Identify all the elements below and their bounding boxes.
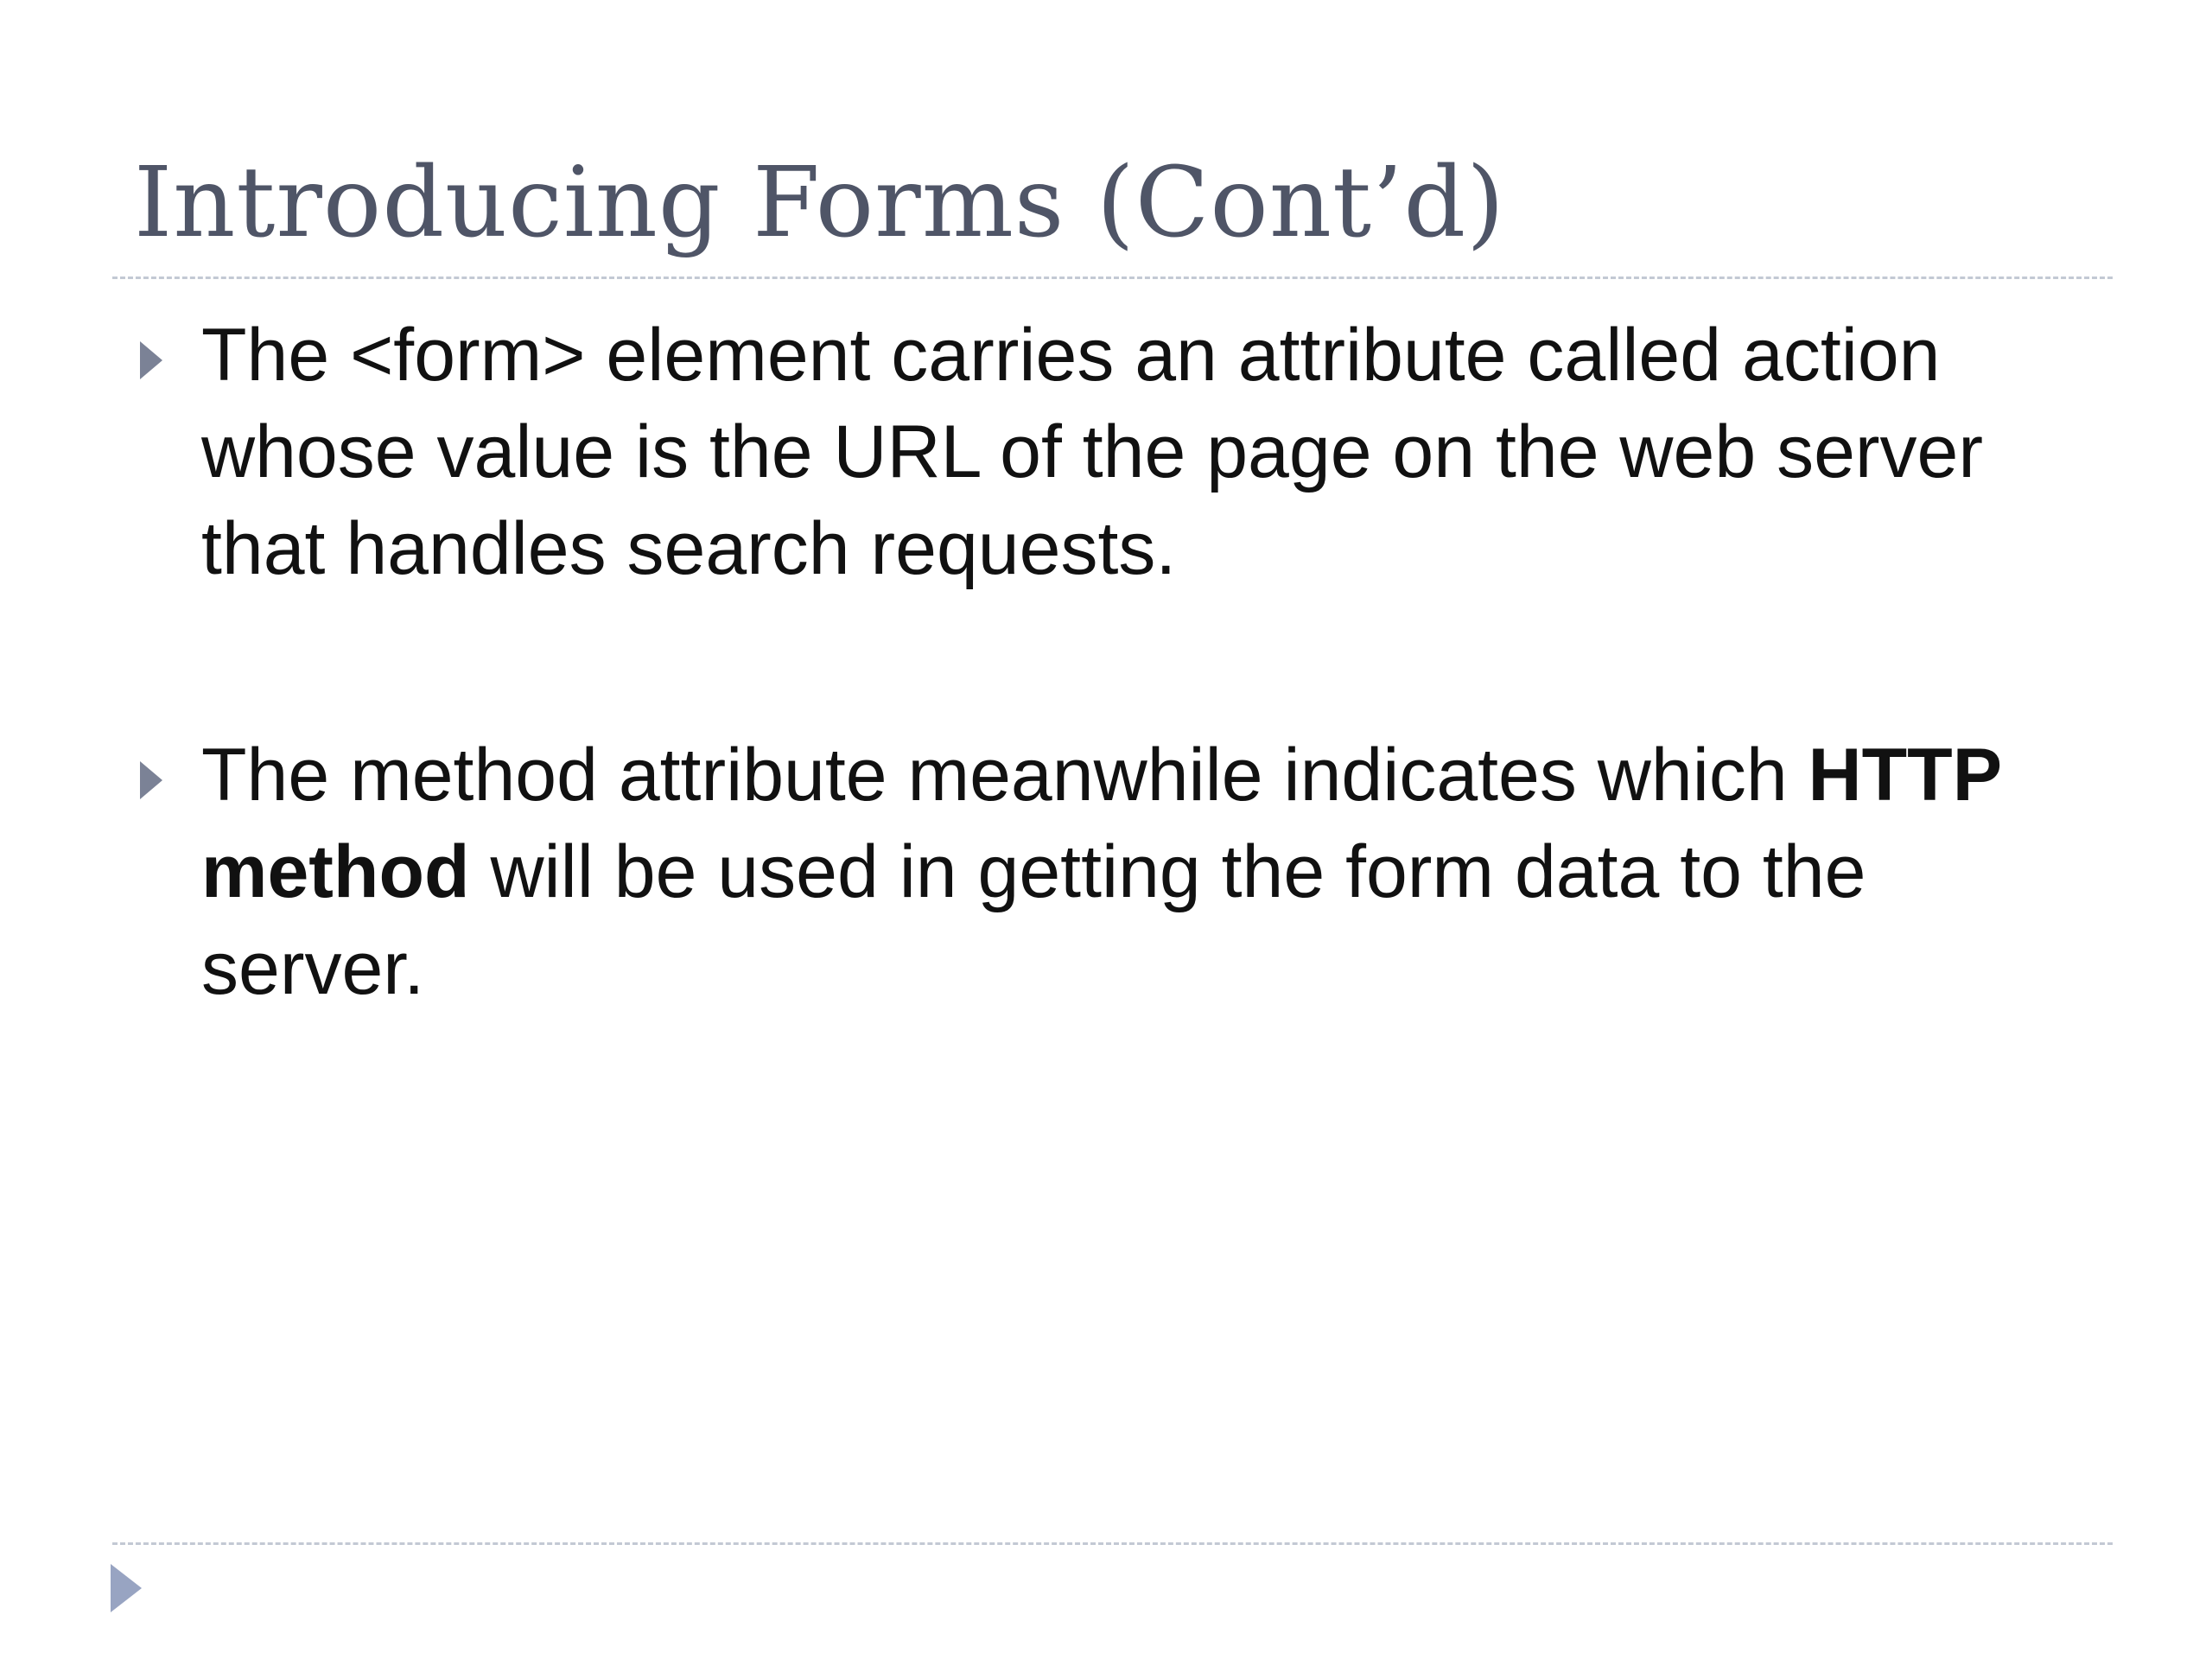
corner-triangle-icon <box>111 1564 142 1612</box>
bullet-text <box>201 734 2001 1010</box>
footer-divider <box>112 1542 2113 1545</box>
slide-title: Introducing Forms (Cont’d) <box>134 147 1505 259</box>
bullet-item <box>130 727 2100 1017</box>
title-divider <box>112 276 2113 279</box>
bullet-text-part: The method attribute meanwhile indicates which <box>201 734 1808 817</box>
bullet-bold-term: HTTP method <box>201 734 2001 913</box>
bullet-text: The <form> element carries an attribute called action whose value is the URL of the page on the web server that handles search requests. <box>201 314 1984 590</box>
bullet-item <box>130 307 2100 597</box>
slide-body <box>130 307 2100 1017</box>
bullet-triangle-icon <box>140 341 162 379</box>
bullet-triangle-icon <box>140 761 162 799</box>
bullet-text-part: will be used in getting the form data to the server. <box>201 830 1866 1010</box>
